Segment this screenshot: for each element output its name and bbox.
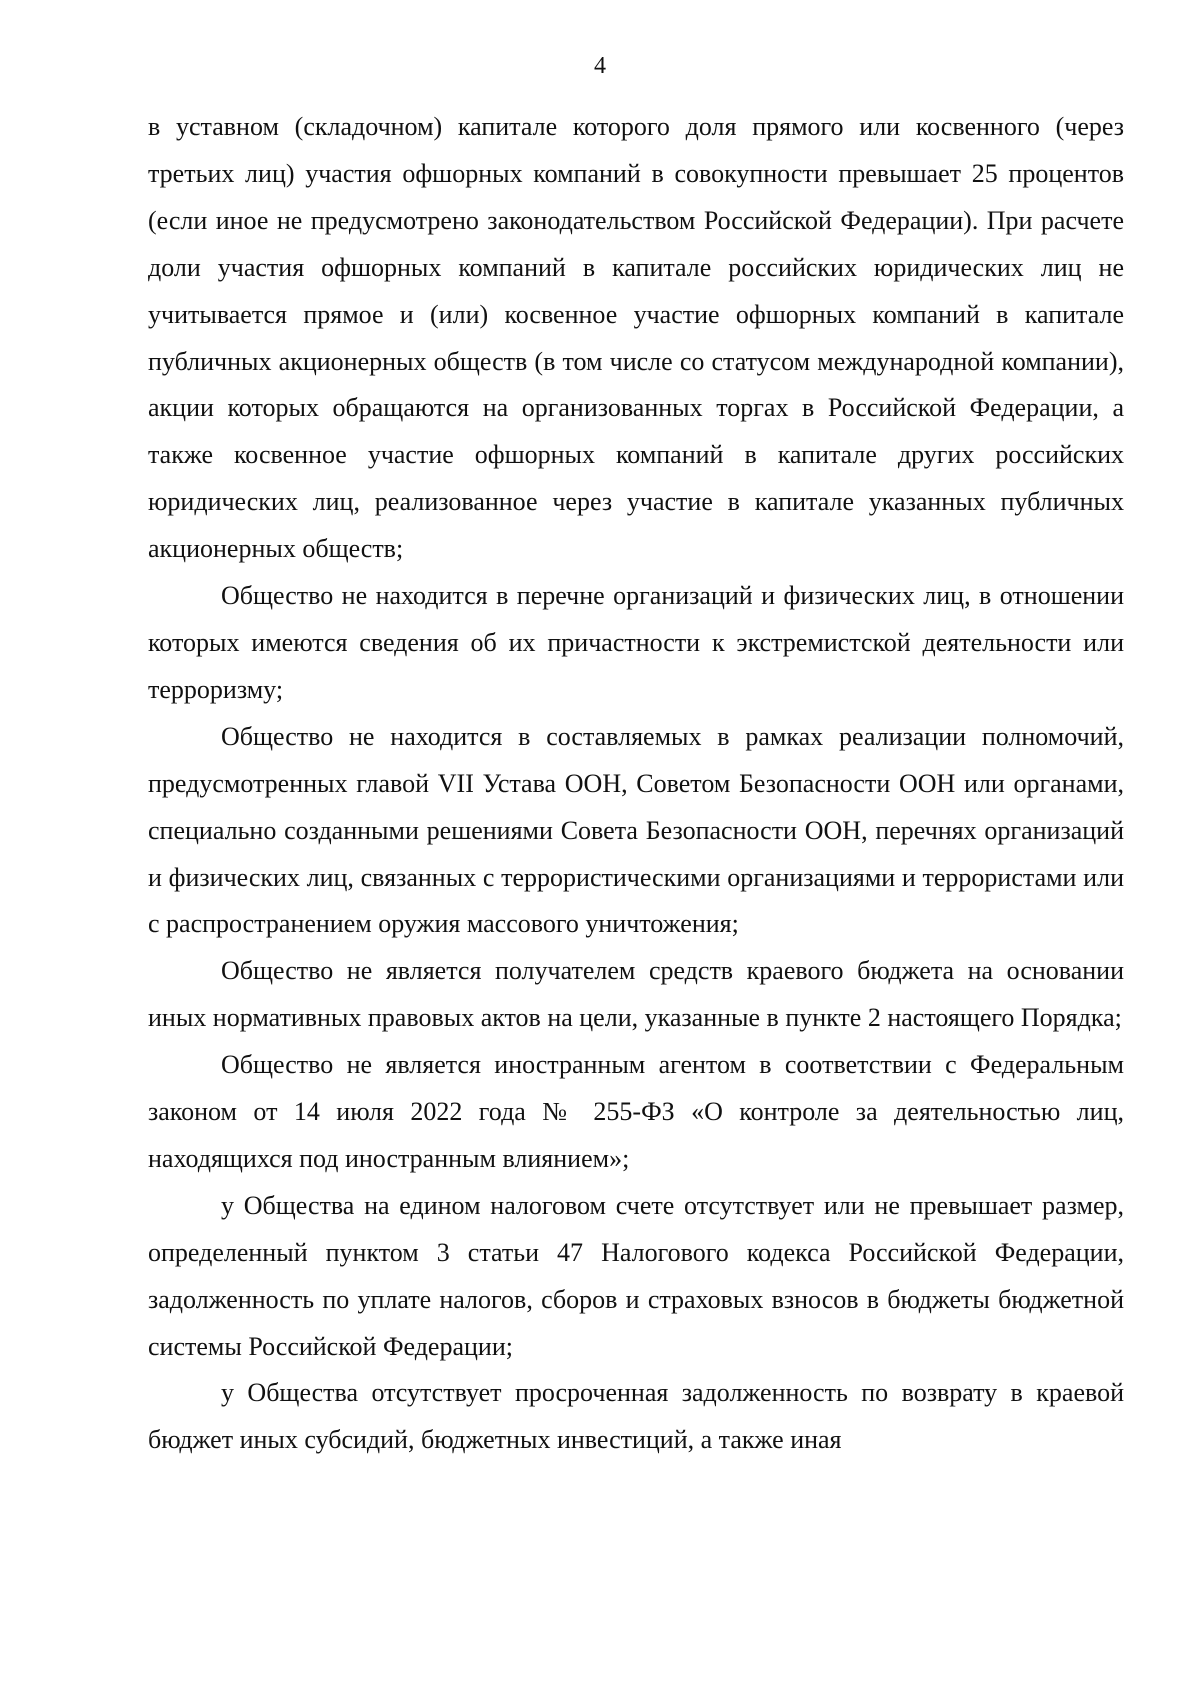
paragraph-tax-debt: у Общества на едином налоговом счете отсутствует или не превышает размер, определенный пунктом 3 статьи 47 Налогового кодекса Российской Федерации, задолженность по уплате налогов, сборов и страховых взносов в бюджеты бюджетной системы Российской Федерации; (148, 1190, 1124, 1361)
paragraph-foreign-agent: Общество не является иностранным агентом в соответствии с Федеральным законом от 14 июля 2022 года № 255-ФЗ «О контроле за деятельностью лиц, находящихся под иностранным влиянием»; (148, 1050, 1124, 1173)
document-body (148, 104, 1124, 1464)
paragraph-offshore-participation: в уставном (складочном) капитале которого доля прямого или косвенного (через третьих лиц) участия офшорных компаний в совокупности превышает 25 процентов (если иное не предусмотрено законодательством Российской Федерации). При расчете доли участия офшорных компаний в капитале российских юридических лиц не учитывается прямое и (или) косвенное участие офшорных компаний в капитале публичных акционерных обществ (в том числе со статусом международной компании), акции которых обращаются на организованных торгах в Российской Федерации, а также косвенное участие офшорных компаний в капитале других российских юридических лиц, реализованное через участие в капитале указанных публичных акционерных обществ; (148, 112, 1124, 564)
paragraph-un-sanctions-list: Общество не находится в составляемых в рамках реализации полномочий, предусмотренных главой VII Устава ООН, Советом Безопасности ООН или органами, специально созданными решениями Совета Безопасности ООН, перечнях организаций и физических лиц, связанных с террористическими организациями и террористами или с распространением оружия массового уничтожения; (148, 721, 1124, 939)
page-number: 4 (594, 53, 606, 79)
paragraph-budget-recipient: Общество не является получателем средств краевого бюджета на основании иных нормативных правовых актов на цели, указанные в пункте 2 настоящего Порядка; (148, 956, 1124, 1033)
paragraph-extremism-list: Общество не находится в перечне организаций и физических лиц, в отношении которых имеются сведения об их причастности к экстремистской деятельности или терроризму; (148, 581, 1124, 704)
paragraph-overdue-debt: у Общества отсутствует просроченная задолженность по возврату в краевой бюджет иных субсидий, бюджетных инвестиций, а также иная (148, 1378, 1124, 1455)
